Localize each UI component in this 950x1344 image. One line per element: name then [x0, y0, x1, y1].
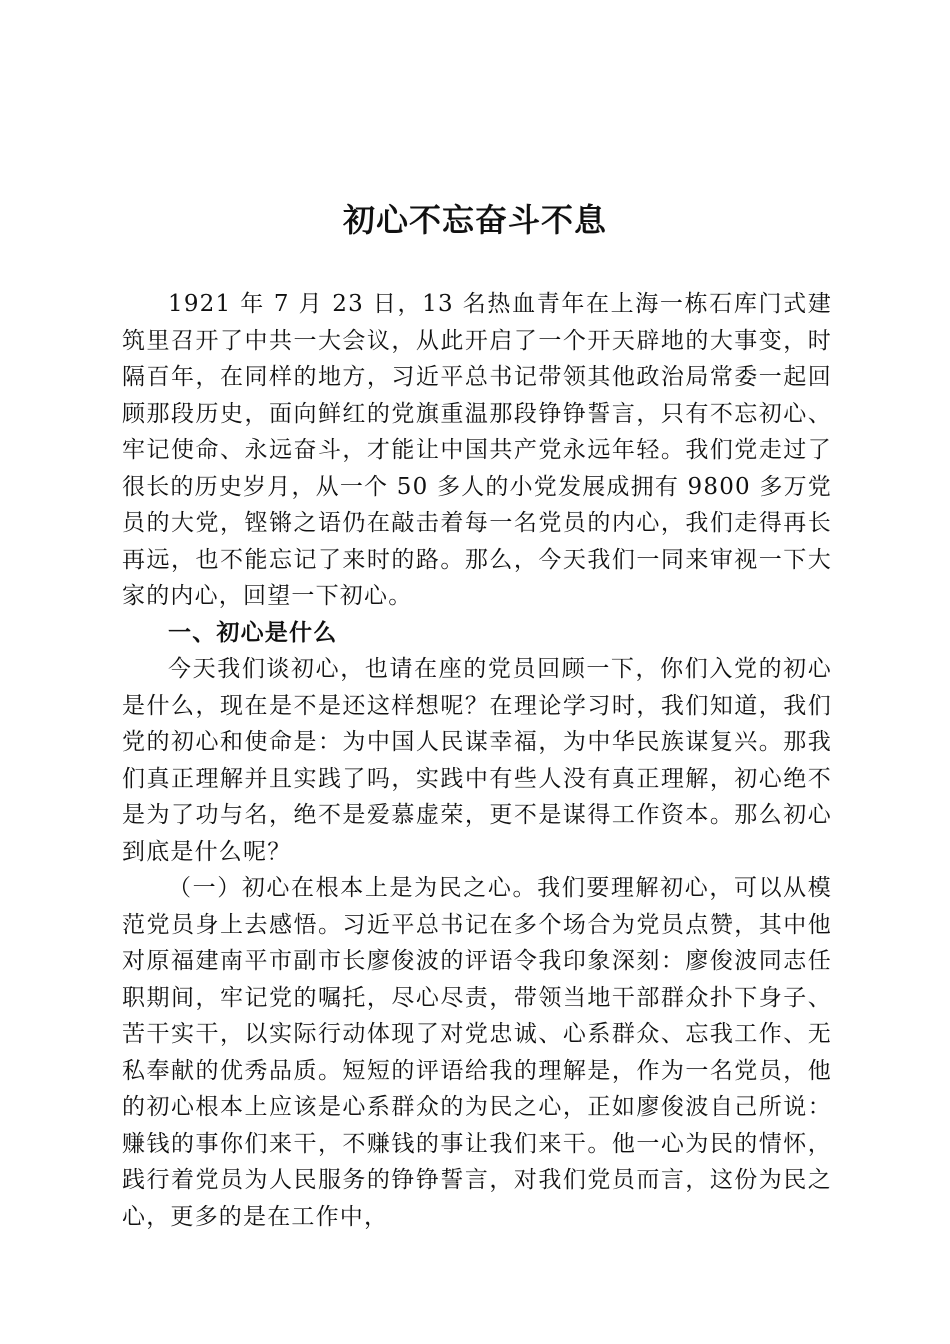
document-body — [122, 286, 832, 1235]
paragraph-intro: 1921 年 7 月 23 日，13 名热血青年在上海一栋石库门式建筑里召开了中共一大会议，从此开启了一个开天辟地的大事变，时隔百年，在同样的地方，习近平总书记带领其他政治局常委一起回顾那段历史，面向鲜红的党旗重温那段铮铮誓言，只有不忘初心、牢记使命、永远奋斗，才能让中国共产党永远年轻。我们党走过了很长的历史岁月，从一个 50 多人的小党发展成拥有 9800 多万党员的大党，铿锵之语仍在敲击着每一名党员的内心，我们走得再长再远，也不能忘记了来时的路。那么，今天我们一同来审视一下大家的内心，回望一下初心。 — [122, 291, 833, 609]
document-title: 初心不忘奋斗不息 — [342, 201, 607, 239]
section-heading-1: 一、初心是什么 — [168, 619, 338, 646]
paragraph-subsection-1: （一）初心在根本上是为民之心。我们要理解初心，可以从模范党员身上去感悟。习近平总书记在多个场合为党员点赞，其中他对原福建南平市副市长廖俊波的评语令我印象深刻：廖俊波同志任职期间，牢记党的嘱托，尽心尽责，带领当地干部群众扑下身子、苦干实干，以实际行动体现了对党忠诚、心系群众、忘我工作、无私奉献的优秀品质。短短的评语给我的理解是，作为一名党员，他的初心根本上应该是心系群众的为民之心，正如廖俊波自己所说：赚钱的事你们来干，不赚钱的事让我们来干。他一心为民的情怀，践行着党员为人民服务的铮铮誓言，对我们党员而言，这份为民之心，更多的是在工作中， — [122, 875, 832, 1230]
paragraph-section-1: 今天我们谈初心，也请在座的党员回顾一下，你们入党的初心是什么，现在是不是还这样想呢？在理论学习时，我们知道，我们党的初心和使命是：为中国人民谋幸福，为中华民族谋复兴。那我们真正理解并且实践了吗，实践中有些人没有真正理解，初心绝不是为了功与名，绝不是爱慕虚荣，更不是谋得工作资本。那么初心到底是什么呢？ — [122, 656, 832, 865]
